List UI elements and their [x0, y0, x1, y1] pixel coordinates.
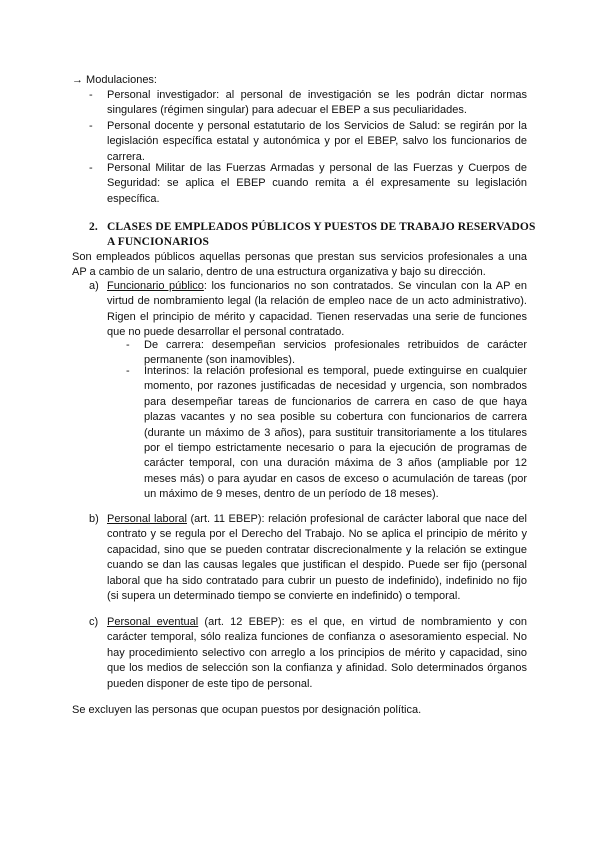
- item-c-paragraph: [107, 615, 527, 692]
- item-b-text: (art. 11 EBEP): relación profesional de carácter laboral que nace del contrato y se regula por el Derecho del Trabajo. No se aplica el principio de mérito y capacidad, sino que se pueden contratar discrecionalmente y la relación se extingue cuando se dan las causas legales que justifican el despido. Puede ser fijo (personal laboral que ha sido contratado para cubrir un puesto de indefinido), indefinido no fijo (si supera un determinado tiempo se convierte en indefinido) o temporal.: [107, 513, 527, 603]
- item-a-term: Funcionario público: [107, 280, 204, 292]
- list-marker-a: a): [89, 280, 99, 292]
- sub-item-interinos: Interinos: la relación profesional es temporal, puede extinguirse en cualquier momento, por razones justificadas de necesidad y urgencia, son nombrados para desempeñar tareas de funcionarios de carrera en caso de que haya plazas vacantes y no sea posible su cobertura con funcionarios de carrera (durante un máximo de 3 años), para sustituir transitoriamente a los titulares por el tiempo estrictamente necesario o para la ejecución de programas de carácter temporal, con una duración máxima de 3 años (ampliable por 12 meses más) o para ayudar en casos de exceso o acumulación de tareas (por un máximo de 9 meses, dentro de un período de 18 meses).: [144, 365, 527, 501]
- bullet-dash: -: [89, 120, 93, 132]
- item-a-text: : los funcionarios no son contratados. Se vinculan con la AP en virtud de nombramiento legal (la relación de empleo nace de un acto administrativo). Rigen el principio de mérito y capacidad. Tienen reservadas una serie de funciones que no puede desarrollar el personal contratado.: [107, 280, 528, 339]
- bullet-dash: -: [126, 365, 130, 377]
- sub-item-de-carrera: De carrera: desempeñan servicios profesionales retribuidos de carácter permanente (son inamovibles).: [144, 339, 527, 367]
- section-heading-line1: CLASES DE EMPLEADOS PÚBLICOS Y PUESTOS DE TRABAJO RESERVADOS: [107, 221, 536, 233]
- modulacion-item-2: Personal docente y personal estatutario de los Servicios de Salud: se regirán por la legislación específica estatal y autonómica y por el EBEP, salvo los funcionarios de carrera.: [107, 120, 527, 163]
- list-marker-b: b): [89, 513, 99, 525]
- closing-sentence: Se excluyen las personas que ocupan puestos por designación política.: [72, 704, 422, 716]
- bullet-dash: -: [89, 89, 93, 101]
- modulacion-item-3: Personal Militar de las Fuerzas Armadas y personal de las Fuerzas y Cuerpos de Seguridad: se aplica el EBEP cuando remita a él expresamente su legislación específica.: [107, 162, 527, 205]
- item-a-paragraph: [107, 279, 527, 341]
- section-intro: Son empleados públicos aquellas personas que prestan sus servicios profesionales a una AP a cambio de un salario, dentro de una estructura organizativa y bajo su dirección.: [72, 251, 527, 279]
- modulacion-item-1: Personal investigador: al personal de investigación se les podrán dictar normas singulares (régimen singular) para adecuar el EBEP a sus peculiaridades.: [107, 89, 527, 117]
- list-marker-c: c): [89, 616, 99, 628]
- item-c-text: (art. 12 EBEP): es el que, en virtud de nombramiento y con carácter temporal, sólo realiza funciones de confianza o asesoramiento especial. No hay procedimiento selectivo con arreglo a los principios de mérito y capacidad, sino que los medios de selección son la confianza y afinidad. Solo determinados órganos pueden disponer de este tipo de personal.: [107, 616, 528, 690]
- item-b-paragraph: [107, 512, 527, 604]
- section-number: 2.: [89, 221, 98, 233]
- item-b-term: Personal laboral: [107, 513, 187, 525]
- bullet-dash: -: [89, 162, 93, 174]
- item-c-term: Personal eventual: [107, 616, 199, 628]
- section-heading-line2: A FUNCIONARIOS: [107, 236, 210, 248]
- bullet-dash: -: [126, 339, 130, 351]
- modulaciones-title: → Modulaciones:: [72, 74, 157, 86]
